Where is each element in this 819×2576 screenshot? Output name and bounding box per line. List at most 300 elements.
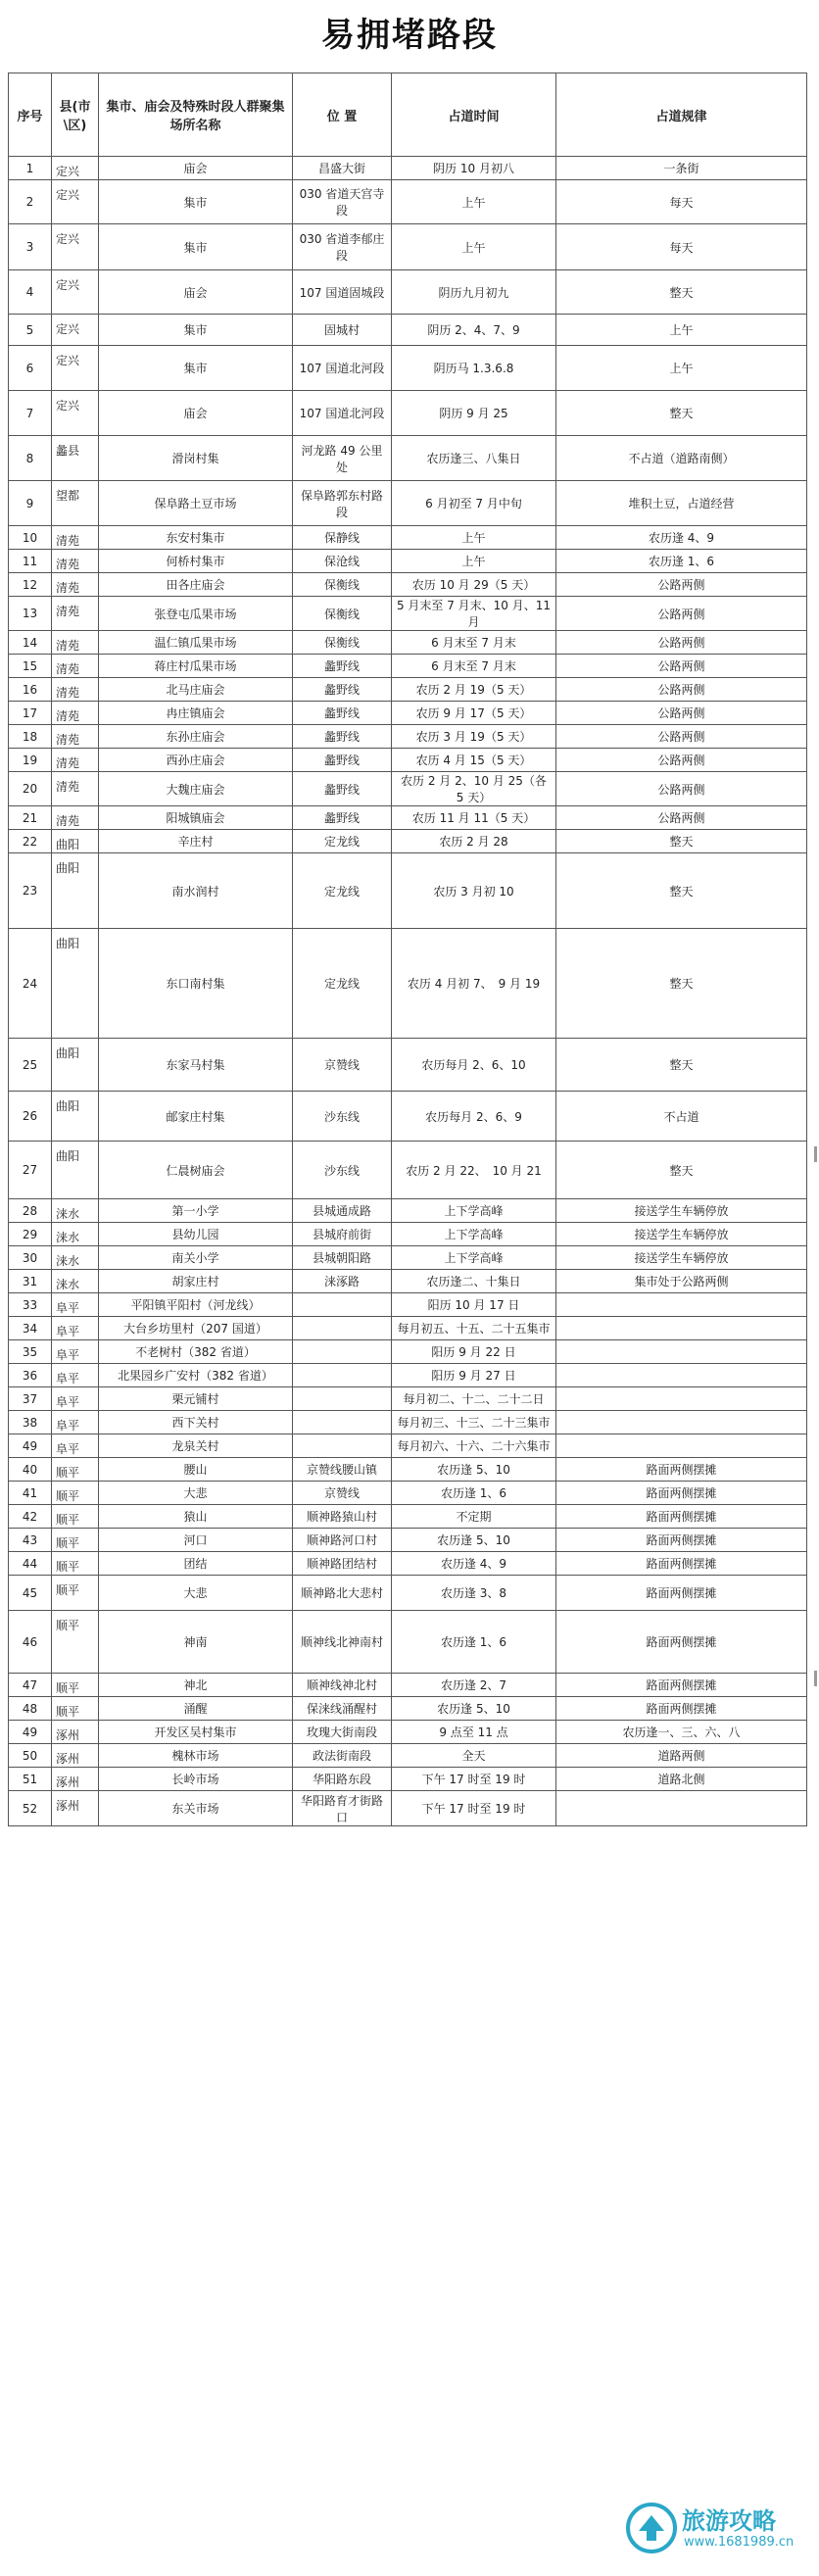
row-number: 37: [9, 1387, 52, 1411]
location-cell: 蠡野线: [293, 806, 392, 830]
location-cell: [293, 1293, 392, 1317]
row-number: 43: [9, 1529, 52, 1552]
county-cell: 涿州: [52, 1791, 99, 1826]
table-row: [9, 1697, 807, 1721]
row-number: 46: [9, 1611, 52, 1674]
occupy-rule-cell: [556, 1317, 807, 1340]
place-name-cell: 东家马村集: [99, 1039, 293, 1092]
table-row: [9, 1744, 807, 1768]
occupy-rule-cell: 农历逢一、三、六、八: [556, 1721, 807, 1744]
row-number: 14: [9, 631, 52, 655]
row-number: 33: [9, 1293, 52, 1317]
county-cell: 清苑: [52, 702, 99, 725]
table-row: [9, 224, 807, 270]
table-row: [9, 526, 807, 550]
occupy-rule-cell: 整天: [556, 270, 807, 315]
place-name-cell: 庙会: [99, 391, 293, 436]
county-cell: 涿州: [52, 1744, 99, 1768]
occupy-rule-cell: 公路两侧: [556, 749, 807, 772]
occupy-rule-cell: 整天: [556, 1142, 807, 1199]
table-row: [9, 1223, 807, 1246]
location-cell: 蠡野线: [293, 772, 392, 806]
occupy-time-cell: 农历 2 月 28: [392, 830, 556, 853]
occupy-time-cell: 每月初六、十六、二十六集市: [392, 1434, 556, 1458]
occupy-time-cell: 农历 2 月 2、10 月 25（各 5 天）: [392, 772, 556, 806]
location-cell: 沙东线: [293, 1092, 392, 1142]
location-cell: 京赞线腰山镇: [293, 1458, 392, 1482]
row-number: 49: [9, 1434, 52, 1458]
county-cell: 阜平: [52, 1411, 99, 1434]
occupy-time-cell: 农历每月 2、6、9: [392, 1092, 556, 1142]
header-county: 县(市\区): [52, 73, 99, 157]
table-row: [9, 180, 807, 224]
occupy-time-cell: 阴历马 1.3.6.8: [392, 346, 556, 391]
place-name-cell: 大悲: [99, 1576, 293, 1611]
location-cell: 顺神路猿山村: [293, 1505, 392, 1529]
occupy-rule-cell: 整天: [556, 1039, 807, 1092]
occupy-rule-cell: [556, 1364, 807, 1387]
occupy-time-cell: 上午: [392, 526, 556, 550]
place-name-cell: 西孙庄庙会: [99, 749, 293, 772]
occupy-time-cell: 6 月末至 7 月末: [392, 655, 556, 678]
row-number: 13: [9, 597, 52, 631]
occupy-time-cell: 农历 4 月初 7、 9 月 19: [392, 929, 556, 1039]
occupy-time-cell: 农历 10 月 29（5 天）: [392, 573, 556, 597]
row-number: 18: [9, 725, 52, 749]
row-number: 6: [9, 346, 52, 391]
table-row: [9, 270, 807, 315]
location-cell: 蠡野线: [293, 655, 392, 678]
header-name: 集市、庙会及特殊时段人群聚集场所名称: [99, 73, 293, 157]
county-cell: 曲阳: [52, 1142, 99, 1199]
location-cell: 华阳路东段: [293, 1768, 392, 1791]
table-row: [9, 806, 807, 830]
occupy-time-cell: 农历逢 2、7: [392, 1674, 556, 1697]
place-name-cell: 神北: [99, 1674, 293, 1697]
location-cell: 顺神线北神南村: [293, 1611, 392, 1674]
place-name-cell: 保阜路土豆市场: [99, 481, 293, 526]
location-cell: 顺神线神北村: [293, 1674, 392, 1697]
row-number: 44: [9, 1552, 52, 1576]
occupy-rule-cell: 公路两侧: [556, 678, 807, 702]
occupy-time-cell: 农历逢三、八集日: [392, 436, 556, 481]
occupy-rule-cell: 公路两侧: [556, 573, 807, 597]
row-number: 3: [9, 224, 52, 270]
row-number: 35: [9, 1340, 52, 1364]
location-cell: 保衡线: [293, 573, 392, 597]
table-row: [9, 1340, 807, 1364]
table-row: [9, 1142, 807, 1199]
header-no: 序号: [9, 73, 52, 157]
occupy-time-cell: 全天: [392, 1744, 556, 1768]
location-cell: [293, 1387, 392, 1411]
county-cell: 望都: [52, 481, 99, 526]
location-cell: 保衡线: [293, 597, 392, 631]
place-name-cell: 张登屯瓜果市场: [99, 597, 293, 631]
location-cell: [293, 1434, 392, 1458]
county-cell: 曲阳: [52, 1039, 99, 1092]
location-cell: 县城朝阳路: [293, 1246, 392, 1270]
county-cell: 清苑: [52, 725, 99, 749]
table-row: [9, 1039, 807, 1092]
occupy-rule-cell: [556, 1387, 807, 1411]
occupy-time-cell: 农历逢 5、10: [392, 1458, 556, 1482]
place-name-cell: 何桥村集市: [99, 550, 293, 573]
table-row: [9, 853, 807, 929]
location-cell: [293, 1411, 392, 1434]
table-row: [9, 1611, 807, 1674]
occupy-time-cell: 农历逢 3、8: [392, 1576, 556, 1611]
table-row: [9, 830, 807, 853]
location-cell: 玫瑰大街南段: [293, 1721, 392, 1744]
location-cell: 蠡野线: [293, 725, 392, 749]
row-number: 34: [9, 1317, 52, 1340]
table-row: [9, 481, 807, 526]
county-cell: 涞水: [52, 1270, 99, 1293]
place-name-cell: 涌醒: [99, 1697, 293, 1721]
location-cell: 107 国道固城段: [293, 270, 392, 315]
header-rule: 占道规律: [556, 73, 807, 157]
occupy-rule-cell: 公路两侧: [556, 702, 807, 725]
place-name-cell: 大魏庄庙会: [99, 772, 293, 806]
place-name-cell: 东口南村集: [99, 929, 293, 1039]
occupy-time-cell: 阳历 9 月 22 日: [392, 1340, 556, 1364]
county-cell: 阜平: [52, 1434, 99, 1458]
row-number: 10: [9, 526, 52, 550]
table-row: [9, 597, 807, 631]
table-row: [9, 1092, 807, 1142]
place-name-cell: 开发区吴村集市: [99, 1721, 293, 1744]
location-cell: 河龙路 49 公里处: [293, 436, 392, 481]
table-row: [9, 1270, 807, 1293]
occupy-rule-cell: 集市处于公路两侧: [556, 1270, 807, 1293]
occupy-rule-cell: 路面两侧摆摊: [556, 1529, 807, 1552]
scroll-marker: [814, 1671, 817, 1686]
occupy-rule-cell: 一条街: [556, 157, 807, 180]
table-row: [9, 1791, 807, 1826]
location-cell: 顺神路北大悲村: [293, 1576, 392, 1611]
county-cell: 清苑: [52, 550, 99, 573]
occupy-time-cell: 农历逢 5、10: [392, 1697, 556, 1721]
place-name-cell: 团结: [99, 1552, 293, 1576]
table-header-row: [9, 73, 807, 157]
place-name-cell: 长岭市场: [99, 1768, 293, 1791]
location-cell: 固城村: [293, 315, 392, 346]
occupy-rule-cell: 路面两侧摆摊: [556, 1458, 807, 1482]
row-number: 5: [9, 315, 52, 346]
occupy-time-cell: 农历 2 月 22、 10 月 21: [392, 1142, 556, 1199]
occupy-rule-cell: [556, 1340, 807, 1364]
occupy-rule-cell: 公路两侧: [556, 597, 807, 631]
occupy-rule-cell: 上午: [556, 315, 807, 346]
occupy-rule-cell: 接送学生车辆停放: [556, 1199, 807, 1223]
row-number: 22: [9, 830, 52, 853]
county-cell: 清苑: [52, 655, 99, 678]
place-name-cell: 栗元铺村: [99, 1387, 293, 1411]
location-cell: 107 国道北河段: [293, 391, 392, 436]
place-name-cell: 阳城镇庙会: [99, 806, 293, 830]
row-number: 23: [9, 853, 52, 929]
place-name-cell: 集市: [99, 346, 293, 391]
place-name-cell: 第一小学: [99, 1199, 293, 1223]
table-row: [9, 573, 807, 597]
occupy-rule-cell: 每天: [556, 180, 807, 224]
place-name-cell: 槐林市场: [99, 1744, 293, 1768]
row-number: 29: [9, 1223, 52, 1246]
occupy-time-cell: 每月初二、十二、二十二日: [392, 1387, 556, 1411]
row-number: 52: [9, 1791, 52, 1826]
row-number: 25: [9, 1039, 52, 1092]
row-number: 20: [9, 772, 52, 806]
occupy-time-cell: 上午: [392, 180, 556, 224]
location-cell: 华阳路育才街路口: [293, 1791, 392, 1826]
occupy-rule-cell: 接送学生车辆停放: [556, 1246, 807, 1270]
county-cell: 定兴: [52, 315, 99, 346]
place-name-cell: 滑岗村集: [99, 436, 293, 481]
county-cell: 涞水: [52, 1223, 99, 1246]
table-row: [9, 550, 807, 573]
place-name-cell: 县幼儿园: [99, 1223, 293, 1246]
table-row: [9, 1434, 807, 1458]
row-number: 40: [9, 1458, 52, 1482]
county-cell: 清苑: [52, 772, 99, 806]
occupy-time-cell: 上下学高峰: [392, 1223, 556, 1246]
place-name-cell: 集市: [99, 315, 293, 346]
row-number: 42: [9, 1505, 52, 1529]
occupy-time-cell: 阴历 10 月初八: [392, 157, 556, 180]
occupy-time-cell: 每月初三、十三、二十三集市: [392, 1411, 556, 1434]
county-cell: 阜平: [52, 1387, 99, 1411]
place-name-cell: 集市: [99, 180, 293, 224]
county-cell: 曲阳: [52, 853, 99, 929]
table-row: [9, 1768, 807, 1791]
location-cell: 顺神路团结村: [293, 1552, 392, 1576]
occupy-rule-cell: 道路两侧: [556, 1744, 807, 1768]
location-cell: 保阜路郭东村路段: [293, 481, 392, 526]
travel-logo-icon: [625, 2502, 678, 2554]
occupy-time-cell: 农历每月 2、6、10: [392, 1039, 556, 1092]
location-cell: 保涞线涌醒村: [293, 1697, 392, 1721]
county-cell: 清苑: [52, 806, 99, 830]
place-name-cell: 蒋庄村瓜果市场: [99, 655, 293, 678]
row-number: 7: [9, 391, 52, 436]
occupy-time-cell: 不定期: [392, 1505, 556, 1529]
occupy-rule-cell: 路面两侧摆摊: [556, 1482, 807, 1505]
table-row: [9, 1387, 807, 1411]
location-cell: 保衡线: [293, 631, 392, 655]
county-cell: 阜平: [52, 1293, 99, 1317]
occupy-rule-cell: 每天: [556, 224, 807, 270]
location-cell: 定龙线: [293, 929, 392, 1039]
row-number: 16: [9, 678, 52, 702]
county-cell: 定兴: [52, 391, 99, 436]
occupy-rule-cell: 上午: [556, 346, 807, 391]
row-number: 1: [9, 157, 52, 180]
row-number: 47: [9, 1674, 52, 1697]
table-row: [9, 1529, 807, 1552]
location-cell: 涞涿路: [293, 1270, 392, 1293]
place-name-cell: 冉庄镇庙会: [99, 702, 293, 725]
occupy-time-cell: 农历逢 4、9: [392, 1552, 556, 1576]
occupy-time-cell: 下午 17 时至 19 时: [392, 1791, 556, 1826]
county-cell: 顺平: [52, 1505, 99, 1529]
row-number: 50: [9, 1744, 52, 1768]
occupy-rule-cell: 路面两侧摆摊: [556, 1674, 807, 1697]
header-time: 占道时间: [392, 73, 556, 157]
table-row: [9, 157, 807, 180]
occupy-time-cell: 农历逢 5、10: [392, 1529, 556, 1552]
table-row: [9, 1458, 807, 1482]
place-name-cell: 胡家庄村: [99, 1270, 293, 1293]
county-cell: 涿州: [52, 1768, 99, 1791]
location-cell: [293, 1317, 392, 1340]
table-row: [9, 1482, 807, 1505]
table-row: [9, 436, 807, 481]
place-name-cell: 北果园乡广安村（382 省道）: [99, 1364, 293, 1387]
occupy-time-cell: 农历 3 月 19（5 天）: [392, 725, 556, 749]
county-cell: 定兴: [52, 224, 99, 270]
county-cell: 涿州: [52, 1721, 99, 1744]
occupy-time-cell: 农历 3 月初 10: [392, 853, 556, 929]
place-name-cell: 集市: [99, 224, 293, 270]
county-cell: 清苑: [52, 678, 99, 702]
table-row: [9, 702, 807, 725]
county-cell: 阜平: [52, 1340, 99, 1364]
table-row: [9, 1576, 807, 1611]
occupy-time-cell: 9 点至 11 点: [392, 1721, 556, 1744]
location-cell: 京赞线: [293, 1039, 392, 1092]
occupy-time-cell: 农历逢 1、6: [392, 1611, 556, 1674]
place-name-cell: 大悲: [99, 1482, 293, 1505]
county-cell: 清苑: [52, 749, 99, 772]
table-row: [9, 631, 807, 655]
place-name-cell: 猿山: [99, 1505, 293, 1529]
watermark-url: www.1681989.cn: [684, 2535, 795, 2550]
county-cell: 阜平: [52, 1317, 99, 1340]
place-name-cell: 辛庄村: [99, 830, 293, 853]
place-name-cell: 西下关村: [99, 1411, 293, 1434]
table-row: [9, 1364, 807, 1387]
header-location: 位 置: [293, 73, 392, 157]
county-cell: 清苑: [52, 526, 99, 550]
row-number: 17: [9, 702, 52, 725]
occupy-rule-cell: 路面两侧摆摊: [556, 1552, 807, 1576]
occupy-rule-cell: 路面两侧摆摊: [556, 1505, 807, 1529]
occupy-time-cell: 农历 9 月 17（5 天）: [392, 702, 556, 725]
location-cell: 京赞线: [293, 1482, 392, 1505]
table-row: [9, 1505, 807, 1529]
table-row: [9, 929, 807, 1039]
table-row: [9, 655, 807, 678]
occupy-rule-cell: 整天: [556, 853, 807, 929]
occupy-time-cell: 每月初五、十五、二十五集市: [392, 1317, 556, 1340]
row-number: 38: [9, 1411, 52, 1434]
row-number: 12: [9, 573, 52, 597]
row-number: 4: [9, 270, 52, 315]
place-name-cell: 田各庄庙会: [99, 573, 293, 597]
county-cell: 顺平: [52, 1576, 99, 1611]
county-cell: 清苑: [52, 631, 99, 655]
location-cell: [293, 1340, 392, 1364]
place-name-cell: 仁晨树庙会: [99, 1142, 293, 1199]
location-cell: 030 省道李郁庄段: [293, 224, 392, 270]
place-name-cell: 东孙庄庙会: [99, 725, 293, 749]
county-cell: 顺平: [52, 1697, 99, 1721]
location-cell: 县城府前街: [293, 1223, 392, 1246]
occupy-time-cell: 阳历 9 月 27 日: [392, 1364, 556, 1387]
occupy-rule-cell: 公路两侧: [556, 655, 807, 678]
table-row: [9, 391, 807, 436]
row-number: 36: [9, 1364, 52, 1387]
watermark: [619, 2494, 805, 2562]
occupy-time-cell: 上下学高峰: [392, 1199, 556, 1223]
congestion-table: [8, 73, 807, 1826]
occupy-time-cell: 上午: [392, 224, 556, 270]
location-cell: 沙东线: [293, 1142, 392, 1199]
occupy-rule-cell: 堆积土豆，占道经营: [556, 481, 807, 526]
occupy-rule-cell: 农历逢 1、6: [556, 550, 807, 573]
location-cell: 蠡野线: [293, 749, 392, 772]
place-name-cell: 东关市场: [99, 1791, 293, 1826]
occupy-time-cell: 农历逢 1、6: [392, 1482, 556, 1505]
location-cell: [293, 1364, 392, 1387]
place-name-cell: 大台乡坊里村（207 国道）: [99, 1317, 293, 1340]
row-number: 15: [9, 655, 52, 678]
occupy-time-cell: 农历 4 月 15（5 天）: [392, 749, 556, 772]
occupy-rule-cell: 公路两侧: [556, 631, 807, 655]
occupy-time-cell: 阴历九月初九: [392, 270, 556, 315]
row-number: 30: [9, 1246, 52, 1270]
occupy-time-cell: 农历逢二、十集日: [392, 1270, 556, 1293]
occupy-rule-cell: 路面两侧摆摊: [556, 1697, 807, 1721]
place-name-cell: 河口: [99, 1529, 293, 1552]
occupy-time-cell: 下午 17 时至 19 时: [392, 1768, 556, 1791]
page-title: 易拥堵路段: [321, 16, 498, 55]
occupy-rule-cell: [556, 1411, 807, 1434]
county-cell: 曲阳: [52, 929, 99, 1039]
occupy-rule-cell: 整天: [556, 391, 807, 436]
table-row: [9, 749, 807, 772]
table-row: [9, 315, 807, 346]
occupy-time-cell: 5 月末至 7 月末、10 月、11 月: [392, 597, 556, 631]
location-cell: 蠡野线: [293, 702, 392, 725]
location-cell: 蠡野线: [293, 678, 392, 702]
table-row: [9, 346, 807, 391]
location-cell: 县城通成路: [293, 1199, 392, 1223]
place-name-cell: 平阳镇平阳村（河龙线）: [99, 1293, 293, 1317]
table-row: [9, 725, 807, 749]
occupy-rule-cell: 道路北侧: [556, 1768, 807, 1791]
county-cell: 定兴: [52, 346, 99, 391]
place-name-cell: 庙会: [99, 157, 293, 180]
county-cell: 清苑: [52, 597, 99, 631]
place-name-cell: 腰山: [99, 1458, 293, 1482]
county-cell: 定兴: [52, 180, 99, 224]
row-number: 2: [9, 180, 52, 224]
location-cell: 保静线: [293, 526, 392, 550]
occupy-rule-cell: 路面两侧摆摊: [556, 1576, 807, 1611]
occupy-rule-cell: 不占道: [556, 1092, 807, 1142]
location-cell: 107 国道北河段: [293, 346, 392, 391]
location-cell: 顺神路河口村: [293, 1529, 392, 1552]
occupy-time-cell: 6 月末至 7 月末: [392, 631, 556, 655]
place-name-cell: 南水润村: [99, 853, 293, 929]
row-number: 21: [9, 806, 52, 830]
place-name-cell: 庙会: [99, 270, 293, 315]
occupy-rule-cell: 路面两侧摆摊: [556, 1611, 807, 1674]
occupy-rule-cell: 农历逢 4、9: [556, 526, 807, 550]
county-cell: 顺平: [52, 1552, 99, 1576]
